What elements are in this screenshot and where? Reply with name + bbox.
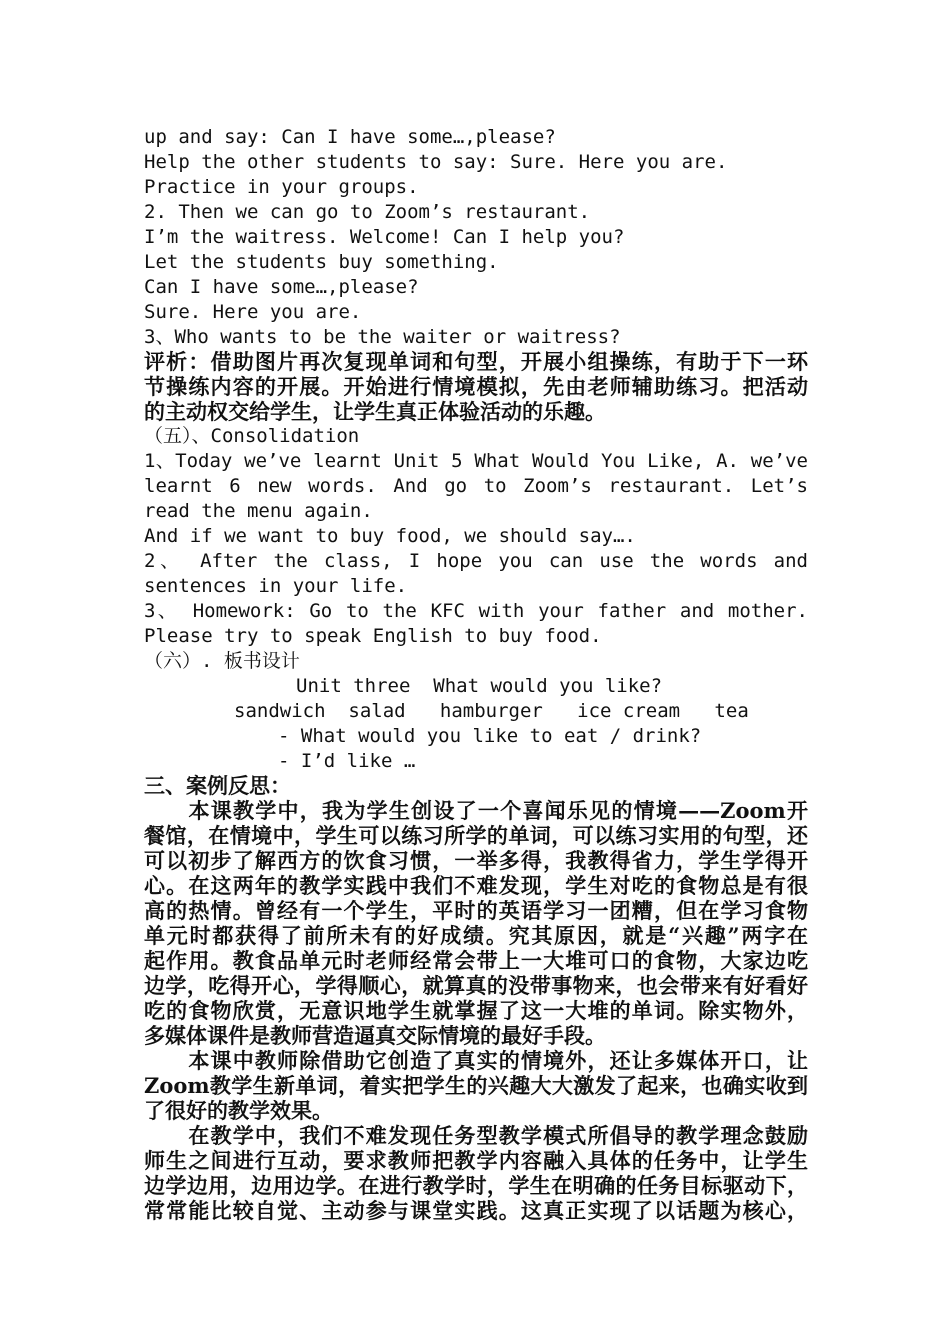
paragraph-line: Zoom教学生新单词，着实把学生的兴趣大大激发了起来，也确实收到: [144, 1073, 808, 1098]
paragraph-line: 常常能比较自觉、主动参与课堂实践。这真正实现了以话题为核心，: [144, 1198, 808, 1223]
paragraph-line: 多媒体课件是教师营造逼真交际情境的最好手段。: [144, 1023, 606, 1048]
paragraph-line: 在教学中，我们不难发现任务型教学模式所倡导的教学理念鼓励: [144, 1123, 808, 1148]
text-line: 2. Then we can go to Zoom’s restaurant.: [144, 201, 591, 223]
text-line: Sure. Here you are.: [144, 301, 362, 323]
text-line: Practice in your groups.: [144, 176, 419, 198]
paragraph-line: 高的热情。曾经有一个学生，平时的英语学习一团糟，但在学习食物: [144, 898, 808, 923]
text-line: Let the students buy something.: [144, 251, 499, 273]
board-words: sandwich salad hamburger ice cream tea: [234, 700, 749, 722]
text-line: I’m the waitress. Welcome! Can I help you?: [144, 226, 625, 248]
comment-line: 节操练内容的开展。开始进行情境模拟，先由老师辅助练习。把活动: [144, 374, 808, 399]
paragraph-line: 单元时都获得了前所未有的好成绩。究其原因，就是“兴趣”两字在: [144, 923, 808, 948]
paragraph-line: 了很好的教学效果。: [144, 1098, 333, 1123]
text-line: up and say: Can I have some…,please?: [144, 126, 556, 148]
paragraph-line: 吃的食物欣赏，无意识地学生就掌握了这一大堆的单词。除实物外，: [144, 998, 808, 1023]
board-answer: - I’d like …: [278, 750, 416, 772]
section-heading-board: （六）. 板书设计: [144, 650, 300, 672]
paragraph-line: 师生之间进行互动，要求教师把教学内容融入具体的任务中，让学生: [144, 1148, 808, 1173]
paragraph-line: 可以初步了解西方的饮食习惯，一举多得，我教得省力，学生学得开: [144, 848, 808, 873]
comment-line: 评析：借助图片再次复现单词和句型，开展小组操练，有助于下一环: [144, 349, 808, 374]
text-line: learnt 6 new words. And go to Zoom’s restaurant. Let’s: [144, 475, 808, 497]
text-line: Please try to speak English to buy food.: [144, 625, 602, 647]
text-line: And if we want to buy food, we should say….: [144, 525, 636, 547]
text-line: 3、Who wants to be the waiter or waitress?: [144, 326, 621, 348]
section-heading-consolidation: （五）、Consolidation: [144, 425, 360, 447]
paragraph-line: 边学边用，边用边学。在进行教学时，学生在明确的任务目标驱动下，: [144, 1173, 808, 1198]
text-line: Help the other students to say: Sure. Here you are.: [144, 151, 728, 173]
paragraph-line: 起作用。教食品单元时老师经常会带上一大堆可口的食物，大家边吃: [144, 948, 808, 973]
paragraph-line: 边学，吃得开心，学得顺心，就算真的没带事物来，也会带来有好看好: [144, 973, 808, 998]
board-question: - What would you like to eat / drink?: [278, 725, 702, 747]
text-line: read the menu again.: [144, 500, 373, 522]
text-line: Can I have some…,please?: [144, 276, 419, 298]
text-line: 2、 After the class, I hope you can use the words and: [144, 550, 808, 572]
paragraph-line: 本课教学中，我为学生创设了一个喜闻乐见的情境——Zoom开: [144, 798, 808, 823]
section-heading-reflection: 三、案例反思：: [144, 773, 291, 798]
text-line: sentences in your life.: [144, 575, 408, 597]
paragraph-line: 本课中教师除借助它创造了真实的情境外，还让多媒体开口，让: [144, 1048, 808, 1073]
board-title: Unit three What would you like?: [296, 675, 663, 697]
comment-line: 的主动权交给学生，让学生真正体验活动的乐趣。: [144, 399, 606, 424]
paragraph-line: 心。在这两年的教学实践中我们不难发现，学生对吃的食物总是有很: [144, 873, 808, 898]
paragraph-line: 餐馆，在情境中，学生可以练习所学的单词，可以练习实用的句型，还: [144, 823, 808, 848]
text-line: 3、 Homework: Go to the KFC with your father and mother.: [144, 600, 808, 622]
text-line: 1、Today we’ve learnt Unit 5 What Would You Like, A. we’ve: [144, 450, 808, 472]
